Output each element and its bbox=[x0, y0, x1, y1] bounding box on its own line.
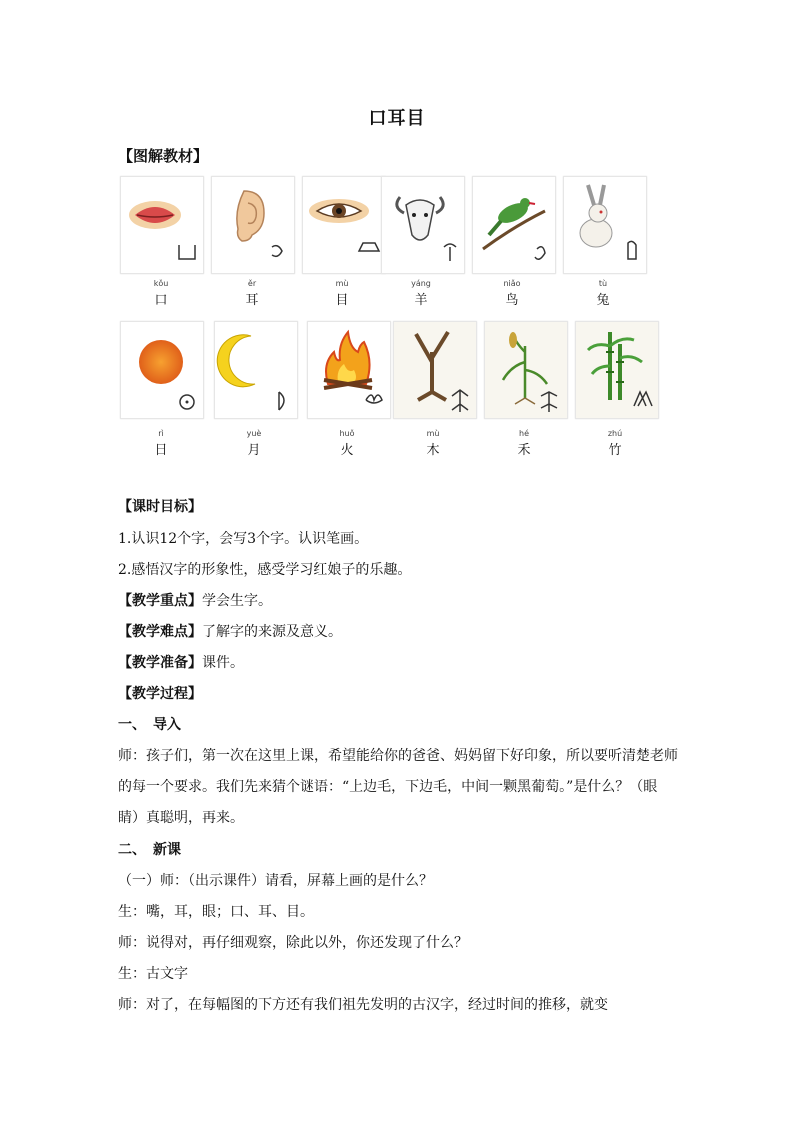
dialogue-line: 师：对了，在每幅图的下方还有我们祖先发明的古汉字，经过时间的推移，就变 bbox=[118, 997, 608, 1013]
character-label: 月 bbox=[247, 443, 261, 458]
mouth-icon bbox=[120, 176, 204, 274]
preparation: 【教学准备】课件。 bbox=[118, 655, 244, 671]
character-label: 火 bbox=[340, 443, 354, 458]
section-heading-illustrations: 【图解教材】 bbox=[118, 147, 209, 165]
character-label: 竹 bbox=[608, 443, 622, 458]
pinyin-label: kǒu bbox=[153, 279, 169, 288]
section-1-paragraph: 师：孩子们，第一次在这里上课，希望能给你的爸爸、妈妈留下好印象，所以要听清楚老师的每一个要求。我们先来猜个谜语：“上边毛，下边毛，中间一颗黑葡萄。”是什么？（眼睛）真聪明，再来。 bbox=[118, 748, 678, 826]
pinyin-label: hé bbox=[519, 429, 529, 438]
character-label: 兔 bbox=[596, 293, 610, 308]
process-heading: 【教学过程】 bbox=[118, 686, 202, 702]
goal-item: 2.感悟汉字的形象性，感受学习红娘子的乐趣。 bbox=[118, 562, 412, 578]
bird-icon bbox=[472, 176, 556, 274]
ear-icon bbox=[211, 176, 295, 274]
pinyin-label: mù bbox=[335, 279, 349, 288]
tree-icon bbox=[393, 321, 477, 419]
pinyin-label: mù bbox=[426, 429, 440, 438]
pinyin-label: zhú bbox=[607, 429, 623, 438]
character-label: 目 bbox=[335, 293, 349, 308]
fire-icon bbox=[307, 321, 391, 419]
goals-heading: 【课时目标】 bbox=[118, 499, 202, 515]
character-label: 羊 bbox=[414, 293, 428, 308]
section-1-title: 一、 导入 bbox=[118, 717, 181, 733]
dialogue-line: 生：古文字 bbox=[118, 966, 188, 982]
pinyin-label: tù bbox=[598, 279, 608, 288]
character-label: 耳 bbox=[245, 293, 259, 308]
difficulty: 【教学难点】了解字的来源及意义。 bbox=[118, 624, 342, 640]
pinyin-label: yuè bbox=[246, 429, 262, 438]
pinyin-label: rì bbox=[158, 429, 164, 438]
sun-icon bbox=[120, 321, 204, 419]
dialogue-line: 师：说得对，再仔细观察，除此以外，你还发现了什么？ bbox=[118, 935, 468, 951]
key-point: 【教学重点】学会生字。 bbox=[118, 593, 272, 609]
character-label: 禾 bbox=[517, 443, 531, 458]
character-label: 鸟 bbox=[505, 293, 519, 308]
eye-icon bbox=[302, 176, 386, 274]
dialogue-line: （一）师：（出示课件）请看，屏幕上画的是什么？ bbox=[118, 873, 433, 889]
moon-icon bbox=[214, 321, 298, 419]
bamboo-icon bbox=[575, 321, 659, 419]
grain-icon bbox=[484, 321, 568, 419]
character-label: 日 bbox=[154, 443, 168, 458]
pinyin-label: niǎo bbox=[503, 279, 521, 288]
goat-icon bbox=[381, 176, 465, 274]
section-2-title: 二、 新课 bbox=[118, 842, 181, 858]
pinyin-label: ěr bbox=[247, 279, 257, 288]
character-label: 木 bbox=[426, 443, 440, 458]
dialogue-line: 生：嘴，耳，眼；口、耳、目。 bbox=[118, 904, 314, 920]
goal-item: 1.认识12个字，会写3个字。认识笔画。 bbox=[118, 531, 369, 547]
pinyin-label: huǒ bbox=[339, 429, 355, 438]
pinyin-label: yáng bbox=[411, 279, 431, 288]
character-label: 口 bbox=[154, 293, 168, 308]
rabbit-icon bbox=[563, 176, 647, 274]
page-title: 口耳目 bbox=[368, 108, 426, 129]
